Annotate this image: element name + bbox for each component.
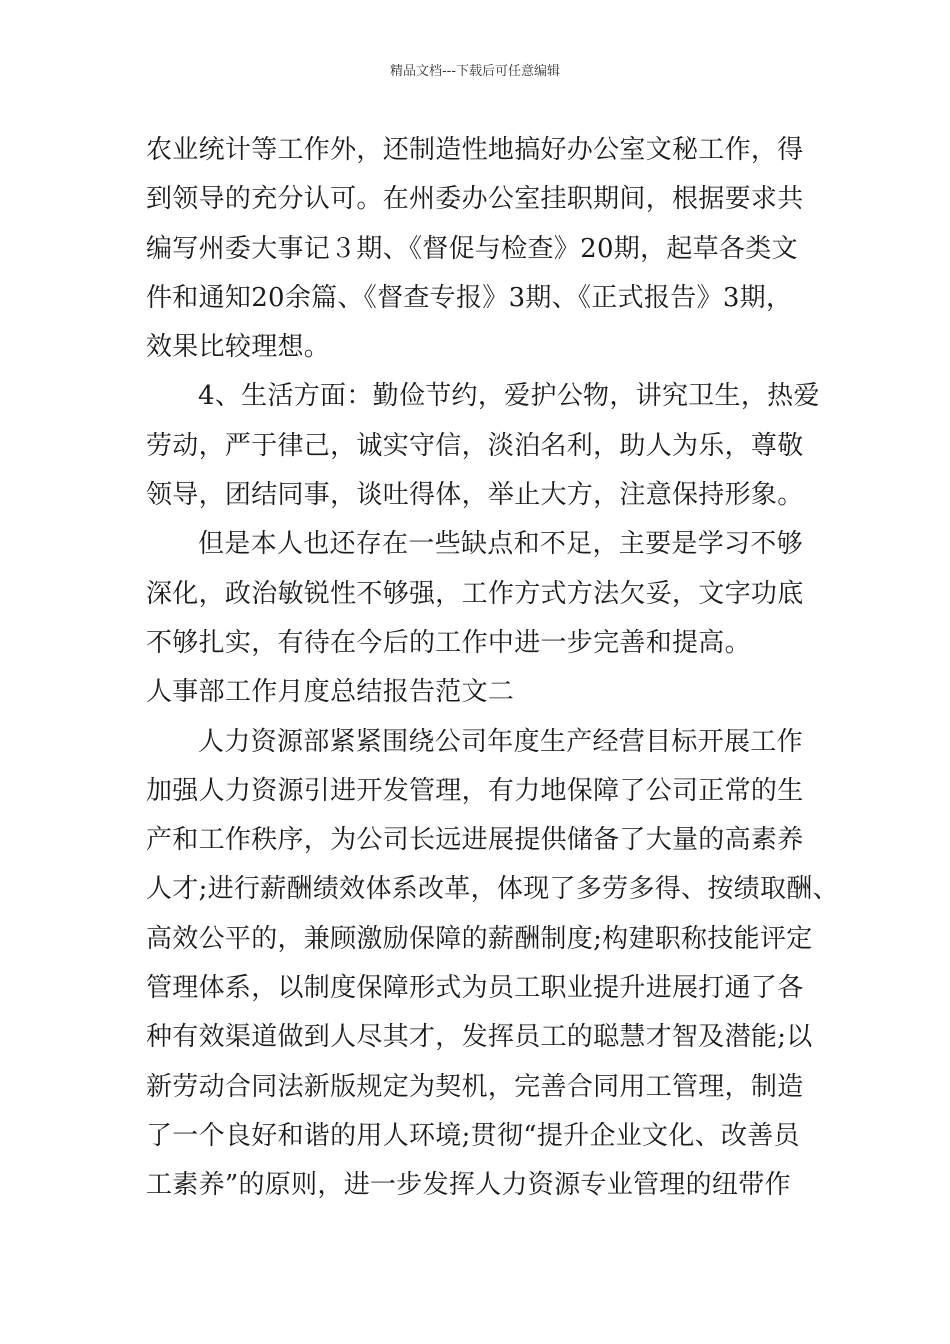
text-line: 高效公平的，兼顾激励保障的薪酬制度;构建职称技能评定 [146,923,813,954]
text-line: 产和工作秩序，为公司长远进展提供储备了大量的高素养 [146,825,804,856]
text-line: 了一个良好和谐的用人环境;贯彻“提升企业文化、改善员 [146,1120,800,1151]
text-line: 深化，政治敏锐性不够强，工作方式方法欠妥，文字功底 [146,578,804,609]
paragraph-start-line: 4、生活方面：勤俭节约，爱护公物，讲究卫生，热爱 [198,381,820,412]
page-header: 精品文档---下载后可任意编辑 [389,64,561,79]
text-line: 劳动，严于律己，诚实守信，淡泊名利，助人为乐，尊敬 [146,430,804,461]
text-line: 种有效渠道做到人尽其才，发挥员工的聪慧才智及潜能;以 [146,1022,813,1053]
text-line: 管理体系，以制度保障形式为员工职业提升进展打通了各 [146,973,804,1004]
text-line: 编写州委大事记３期、《督促与检查》20期，起草各类文 [146,233,798,264]
paragraph-start-line: 人力资源部紧紧围绕公司年度生产经营目标开展工作 [198,726,803,757]
text-line: 到领导的充分认可。在州委办公室挂职期间，根据要求共 [146,184,804,215]
text-line: 领导，团结同事，谈吐得体，举止大方，注意保持形象。 [146,480,804,511]
document-body [146,126,839,1211]
text-line: 效果比较理想。 [146,332,331,363]
text-line: 工素养”的原则，进一步发挥人力资源专业管理的纽带作 [146,1170,791,1201]
text-line: 新劳动合同法新版规定为契机，完善合同用工管理，制造 [146,1071,804,1102]
section-heading: 人事部工作月度总结报告范文二 [146,677,515,708]
text-line: 不够扎实，有待在今后的工作中进一步完善和提高。 [146,627,751,658]
text-line: 加强人力资源引进开发管理，有力地保障了公司正常的生 [146,775,804,806]
paragraph-start-line: 但是本人也还存在一些缺点和不足，主要是学习不够 [198,529,803,560]
text-line: 农业统计等工作外，还制造性地搞好办公室文秘工作，得 [146,135,804,165]
text-line: 件和通知20余篇、《督查专报》3期、《正式报告》3期， [146,282,793,313]
text-line: 人才;进行薪酬绩效体系改革，体现了多劳多得、按绩取酬、 [146,874,839,905]
